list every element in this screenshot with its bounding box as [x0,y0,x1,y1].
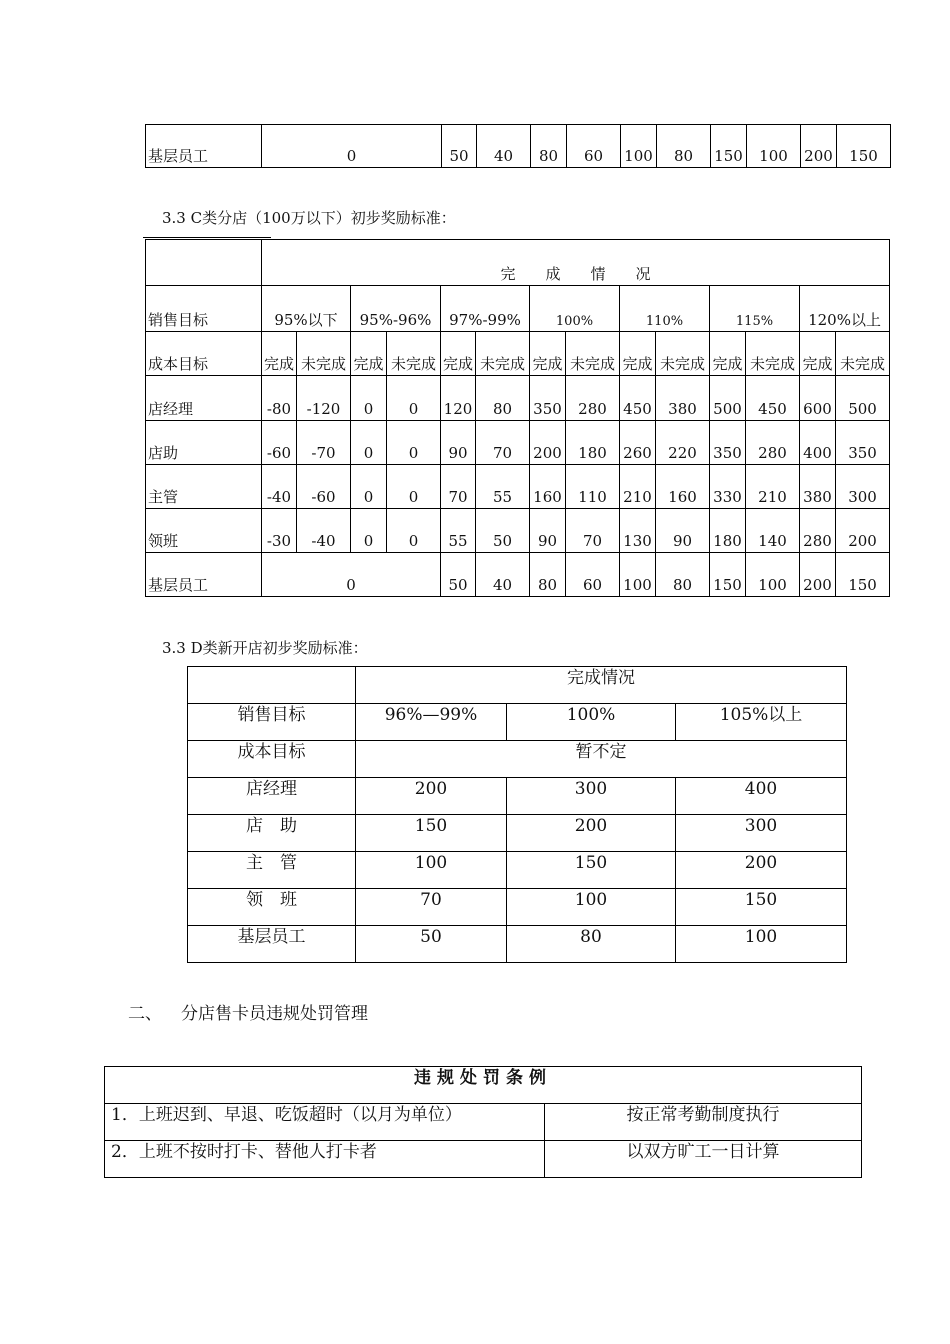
value-cell: 350 [836,421,890,465]
role-cell: 领班 [146,509,262,553]
penalty-action: 按正常考勤制度执行 [545,1104,862,1141]
cost-done: 完成 [620,332,656,376]
value-cell: 0 [262,553,441,597]
sales-label: 销售目标 [188,704,356,741]
value-cell: 600 [800,376,836,421]
role-cell: 主管 [146,465,262,509]
value-cell: -120 [297,376,351,421]
value-cell: 100 [676,926,847,963]
value-cell: 90 [441,421,476,465]
table-row [105,1067,862,1104]
role-cell: 领 班 [188,889,356,926]
completion-header: 完成情况 [356,667,847,704]
role-cell: 主 管 [188,852,356,889]
sales-level: 97%-99% [441,286,530,332]
value-cell: 90 [530,509,566,553]
value-cell: 110 [566,465,620,509]
value-cell: 100 [747,125,801,168]
value-cell: 70 [566,509,620,553]
value-cell: 0 [387,376,441,421]
table-row [146,286,890,332]
value-cell: 150 [837,125,891,168]
value-cell: 0 [387,509,441,553]
table-row [146,509,890,553]
value-cell: 200 [530,421,566,465]
penalty-action: 以双方旷工一日计算 [545,1141,862,1178]
corner-cell [146,240,262,286]
value-cell: 180 [566,421,620,465]
sales-label: 销售目标 [146,286,262,332]
value-cell: 330 [710,465,746,509]
table-row [146,332,890,376]
value-cell: 150 [507,852,676,889]
table-row [188,778,847,815]
value-cell: 380 [656,376,710,421]
value-cell: 100 [356,852,507,889]
cost-done: 完成 [262,332,297,376]
sales-level: 115% [710,286,800,332]
value-cell: 350 [710,421,746,465]
value-cell: 500 [710,376,746,421]
value-cell: 60 [567,125,621,168]
value-cell: 160 [656,465,710,509]
value-cell: 0 [351,465,387,509]
role-cell: 店经理 [146,376,262,421]
value-cell: 50 [442,125,477,168]
completion-header: 完 成 情 况 [262,240,890,286]
value-cell: 150 [710,553,746,597]
value-cell: 150 [356,815,507,852]
table-row [188,852,847,889]
cost-label: 成本目标 [146,332,262,376]
value-cell: 80 [507,926,676,963]
value-cell: -60 [297,465,351,509]
value-cell: 70 [441,465,476,509]
table-row [188,926,847,963]
value-cell: 160 [530,465,566,509]
table-row [146,421,890,465]
corner-cell [188,667,356,704]
role-cell: 店经理 [188,778,356,815]
cost-label: 成本目标 [188,741,356,778]
section-number: 二、 [128,1004,162,1024]
sales-level: 105%以上 [676,704,847,741]
penalty-table [104,1066,862,1178]
value-cell: 80 [476,376,530,421]
value-cell: 400 [800,421,836,465]
role-cell: 基层员工 [146,553,262,597]
value-cell: 80 [530,553,566,597]
cost-undone: 未完成 [836,332,890,376]
role-cell: 基层员工 [146,125,262,168]
value-cell: 80 [531,125,567,168]
value-cell: 220 [656,421,710,465]
value-cell: 180 [710,509,746,553]
value-cell: 100 [621,125,657,168]
table-row [146,553,890,597]
value-cell: -30 [262,509,297,553]
value-cell: 40 [477,125,531,168]
value-cell: -70 [297,421,351,465]
cost-done: 完成 [351,332,387,376]
table-row [188,889,847,926]
value-cell: 100 [620,553,656,597]
value-cell: 150 [711,125,747,168]
table-b-tail [145,124,891,168]
value-cell: 0 [387,465,441,509]
value-cell: 200 [801,125,837,168]
value-cell: 350 [530,376,566,421]
role-cell: 基层员工 [188,926,356,963]
table-row [105,1104,862,1141]
table-row [146,125,891,168]
table-row [188,667,847,704]
heading-d: 3.3 D类新开店初步奖励标准： [162,639,368,657]
cost-undone: 未完成 [476,332,530,376]
value-cell: 130 [620,509,656,553]
value-cell: 280 [800,509,836,553]
value-cell: -80 [262,376,297,421]
table-c [145,239,890,597]
role-cell: 店助 [146,421,262,465]
value-cell: 70 [476,421,530,465]
value-cell: 100 [746,553,800,597]
value-cell: 210 [746,465,800,509]
table-d [187,666,847,963]
value-cell: 120 [441,376,476,421]
table-row [188,815,847,852]
sales-level: 95%以下 [262,286,351,332]
divider [143,237,271,238]
value-cell: 0 [351,421,387,465]
penalty-rule: 1．上班迟到、早退、吃饭超时（以月为单位） [105,1104,545,1141]
cost-undone: 未完成 [746,332,800,376]
value-cell: 450 [620,376,656,421]
value-cell: 200 [356,778,507,815]
table-row [105,1141,862,1178]
value-cell: 260 [620,421,656,465]
value-cell: 0 [387,421,441,465]
value-cell: 60 [566,553,620,597]
table-row [188,741,847,778]
value-cell: 200 [800,553,836,597]
value-cell: 280 [566,376,620,421]
value-cell: 140 [746,509,800,553]
value-cell: 40 [476,553,530,597]
value-cell: 90 [656,509,710,553]
value-cell: 50 [356,926,507,963]
value-cell: 0 [262,125,442,168]
value-cell: 200 [676,852,847,889]
table-row [146,376,890,421]
value-cell: 0 [351,376,387,421]
value-cell: 150 [836,553,890,597]
value-cell: 80 [657,125,711,168]
cost-undone: 未完成 [387,332,441,376]
cost-done: 完成 [530,332,566,376]
cost-done: 完成 [800,332,836,376]
value-cell: 500 [836,376,890,421]
sales-level: 100% [530,286,620,332]
cost-done: 完成 [710,332,746,376]
value-cell: 70 [356,889,507,926]
table-row [146,465,890,509]
value-cell: 100 [507,889,676,926]
value-cell: -60 [262,421,297,465]
value-cell: 300 [507,778,676,815]
cost-done: 完成 [441,332,476,376]
value-cell: 80 [656,553,710,597]
table-row [188,704,847,741]
value-cell: 450 [746,376,800,421]
sales-level: 110% [620,286,710,332]
value-cell: -40 [297,509,351,553]
value-cell: 50 [476,509,530,553]
cost-undone: 未完成 [297,332,351,376]
value-cell: 210 [620,465,656,509]
penalty-rule: 2．上班不按时打卡、替他人打卡者 [105,1141,545,1178]
cost-undone: 未完成 [566,332,620,376]
value-cell: 0 [351,509,387,553]
value-cell: 150 [676,889,847,926]
role-cell: 店 助 [188,815,356,852]
value-cell: 55 [476,465,530,509]
sales-level: 100% [507,704,676,741]
value-cell: 300 [676,815,847,852]
heading-c: 3.3 C类分店（100万以下）初步奖励标准： [162,209,456,227]
value-cell: 200 [836,509,890,553]
table-row [146,240,890,286]
value-cell: 200 [507,815,676,852]
cost-value: 暂不定 [356,741,847,778]
value-cell: 55 [441,509,476,553]
value-cell: 50 [441,553,476,597]
penalty-title: 违规处罚条例 [105,1067,862,1104]
section-title: 分店售卡员违规处罚管理 [181,1004,368,1024]
value-cell: 380 [800,465,836,509]
value-cell: 280 [746,421,800,465]
value-cell: 400 [676,778,847,815]
value-cell: -40 [262,465,297,509]
value-cell: 300 [836,465,890,509]
sales-level: 120%以上 [800,286,890,332]
sales-level: 95%-96% [351,286,441,332]
cost-undone: 未完成 [656,332,710,376]
sales-level: 96%—99% [356,704,507,741]
